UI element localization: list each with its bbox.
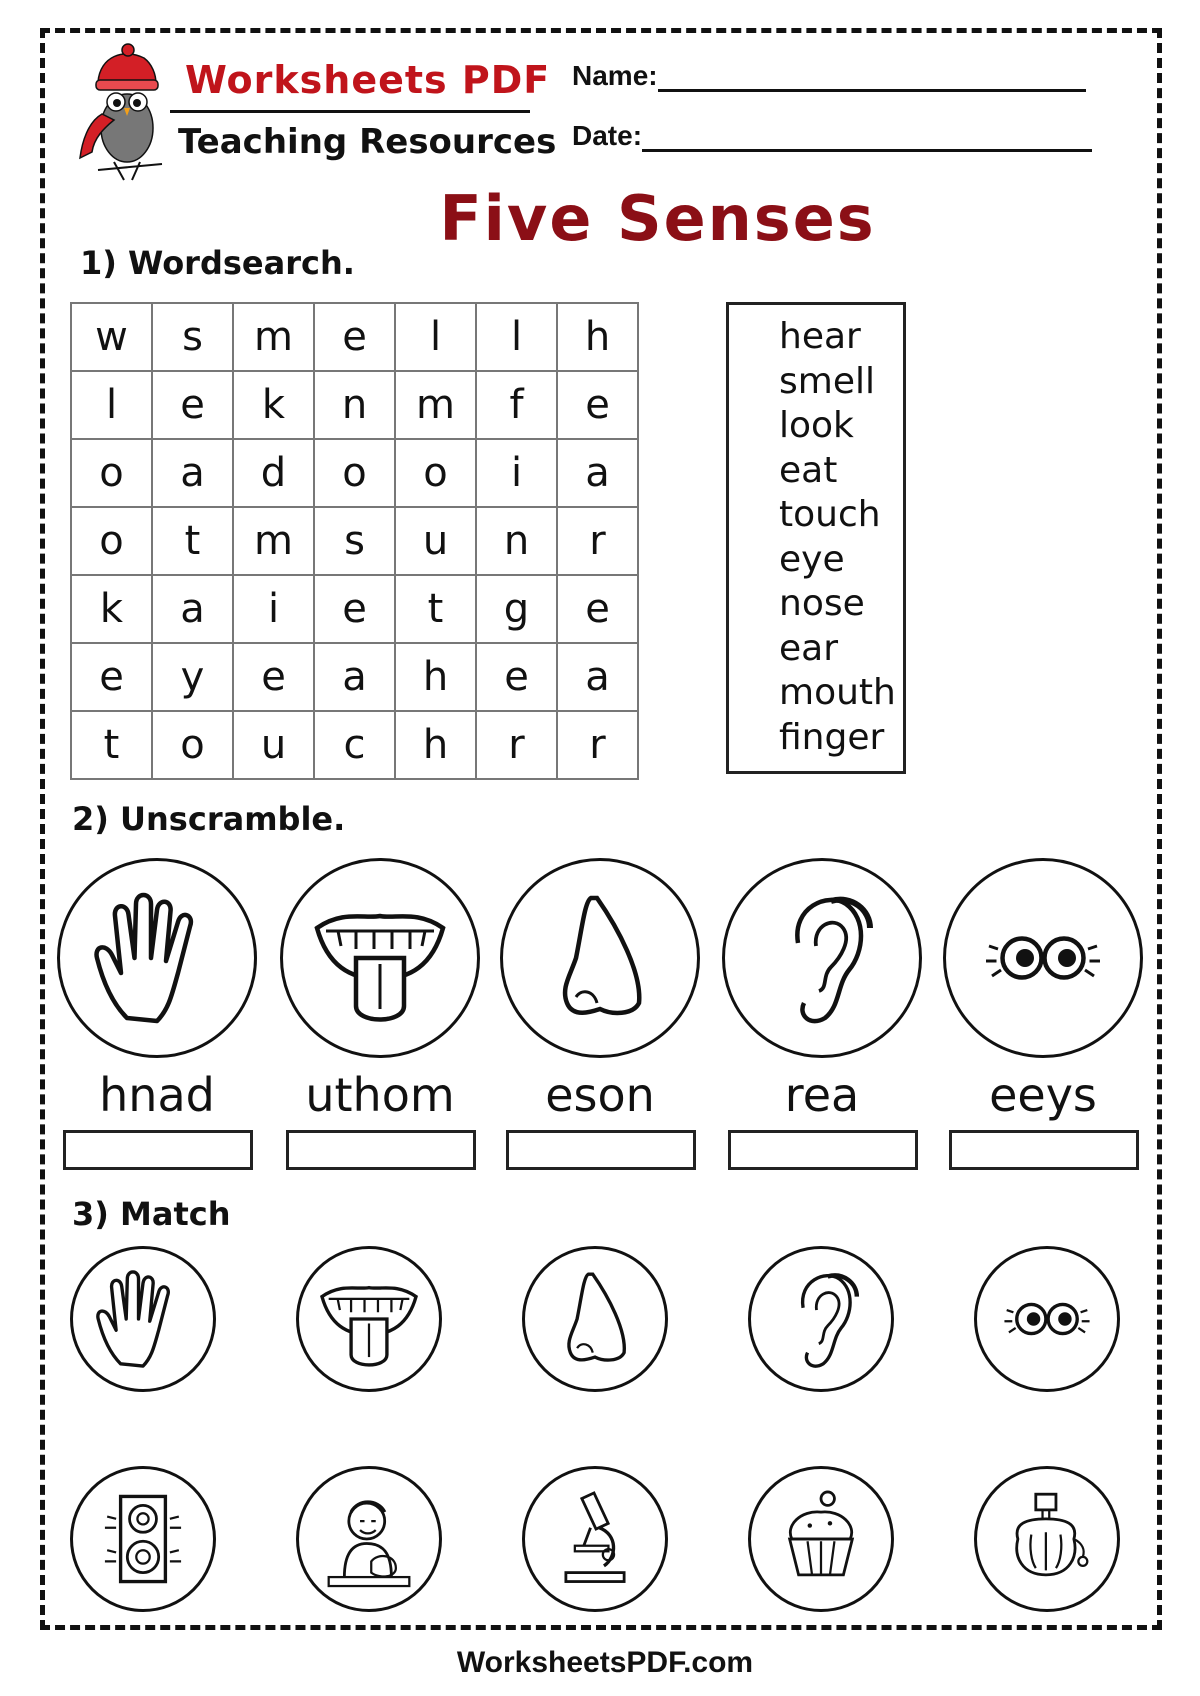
grid-cell[interactable]: a — [152, 439, 233, 507]
grid-row — [71, 439, 638, 507]
grid-cell[interactable]: r — [476, 711, 557, 779]
grid-cell[interactable]: e — [314, 303, 395, 371]
grid-cell[interactable]: y — [152, 643, 233, 711]
wordsearch-grid — [70, 302, 639, 780]
speaker-icon — [87, 1483, 199, 1595]
mouth-icon — [305, 883, 455, 1033]
word-list-item: look — [779, 405, 854, 446]
word-list-item: touch — [779, 494, 881, 535]
word-list-item: eye — [779, 538, 845, 580]
grid-cell[interactable]: l — [395, 303, 476, 371]
unscramble-picture — [722, 858, 922, 1058]
match-picture[interactable] — [974, 1466, 1120, 1612]
grid-cell[interactable]: e — [314, 575, 395, 643]
grid-cell[interactable]: w — [71, 303, 152, 371]
grid-cell[interactable]: m — [395, 371, 476, 439]
owl-logo-icon — [78, 42, 178, 192]
match-picture[interactable] — [748, 1466, 894, 1612]
grid-row — [71, 507, 638, 575]
match-picture[interactable] — [974, 1246, 1120, 1392]
match-heading: 3) Match — [72, 1195, 231, 1233]
answer-box[interactable] — [506, 1130, 696, 1170]
grid-cell[interactable]: h — [395, 711, 476, 779]
hand-icon — [87, 1263, 199, 1375]
footer-url: WorksheetsPDF.com — [456, 1646, 754, 1679]
microscope-icon — [539, 1483, 651, 1595]
match-picture[interactable] — [748, 1246, 894, 1392]
unscramble-heading: 2) Unscramble. — [72, 800, 346, 838]
match-picture[interactable] — [522, 1466, 668, 1612]
answer-box[interactable] — [286, 1130, 476, 1170]
grid-cell[interactable]: e — [152, 371, 233, 439]
date-line[interactable] — [642, 127, 1092, 152]
child-with-cat-icon — [313, 1483, 425, 1595]
grid-row — [71, 371, 638, 439]
match-picture[interactable] — [522, 1246, 668, 1392]
grid-cell[interactable]: f — [476, 371, 557, 439]
answer-box[interactable] — [949, 1130, 1139, 1170]
word-list-item: ear — [779, 627, 839, 669]
ear-icon — [747, 883, 897, 1033]
wordsearch-heading: 1) Wordsearch. — [80, 244, 355, 282]
eyes-icon — [968, 883, 1118, 1033]
grid-cell[interactable]: t — [395, 575, 476, 643]
grid-cell[interactable]: o — [71, 439, 152, 507]
word-list-item: hear — [779, 316, 861, 357]
ear-icon — [765, 1263, 877, 1375]
match-picture[interactable] — [70, 1466, 216, 1612]
cupcake-icon — [765, 1483, 877, 1595]
grid-cell[interactable]: e — [233, 643, 314, 711]
grid-cell[interactable]: a — [314, 643, 395, 711]
grid-row — [71, 303, 638, 371]
perfume-bottle-icon — [991, 1483, 1103, 1595]
grid-cell[interactable]: a — [152, 575, 233, 643]
grid-cell[interactable]: a — [557, 439, 638, 507]
grid-cell[interactable]: u — [395, 507, 476, 575]
grid-cell[interactable]: a — [557, 643, 638, 711]
grid-cell[interactable]: m — [233, 303, 314, 371]
page-title: Five Senses — [439, 182, 876, 255]
brand-title: Worksheets PDF — [185, 58, 551, 102]
word-list-item: eat — [779, 449, 838, 491]
match-picture[interactable] — [296, 1466, 442, 1612]
grid-cell[interactable]: s — [152, 303, 233, 371]
hand-icon — [82, 883, 232, 1033]
grid-cell[interactable]: i — [476, 439, 557, 507]
date-field[interactable] — [572, 120, 1092, 152]
nose-icon — [539, 1263, 651, 1375]
grid-cell[interactable]: e — [557, 371, 638, 439]
grid-row — [71, 575, 638, 643]
name-label: Name: — [572, 60, 658, 91]
nose-icon — [525, 883, 675, 1033]
unscramble-picture — [500, 858, 700, 1058]
grid-cell[interactable]: r — [557, 507, 638, 575]
word-list-item: mouth — [779, 672, 896, 713]
grid-cell[interactable]: e — [476, 643, 557, 711]
grid-cell[interactable]: h — [395, 643, 476, 711]
grid-cell[interactable]: o — [71, 507, 152, 575]
grid-cell[interactable]: c — [314, 711, 395, 779]
grid-cell[interactable]: o — [152, 711, 233, 779]
date-label: Date: — [572, 120, 643, 151]
scrambled-word: eeys — [989, 1068, 1097, 1122]
answer-box[interactable] — [63, 1130, 253, 1170]
grid-cell[interactable]: g — [476, 575, 557, 643]
scrambled-word: eson — [545, 1068, 655, 1122]
grid-cell[interactable]: r — [557, 711, 638, 779]
grid-cell[interactable]: e — [71, 643, 152, 711]
grid-cell[interactable]: u — [233, 711, 314, 779]
grid-cell[interactable]: m — [233, 507, 314, 575]
grid-row — [71, 711, 638, 779]
unscramble-picture — [280, 858, 480, 1058]
name-field[interactable] — [572, 60, 1086, 92]
word-list-item: nose — [779, 583, 865, 624]
grid-cell[interactable]: e — [557, 575, 638, 643]
scrambled-word: hnad — [99, 1068, 215, 1122]
unscramble-picture — [943, 858, 1143, 1058]
grid-cell[interactable]: i — [233, 575, 314, 643]
match-picture[interactable] — [70, 1246, 216, 1392]
mouth-icon — [313, 1263, 425, 1375]
brand-subtitle: Teaching Resources — [178, 122, 557, 162]
word-list — [726, 302, 906, 774]
match-picture[interactable] — [296, 1246, 442, 1392]
grid-cell[interactable]: l — [71, 371, 152, 439]
grid-cell[interactable]: l — [476, 303, 557, 371]
grid-cell[interactable]: t — [152, 507, 233, 575]
brand-divider — [170, 110, 530, 113]
grid-cell[interactable]: d — [233, 439, 314, 507]
grid-cell[interactable]: n — [476, 507, 557, 575]
name-line[interactable] — [658, 67, 1086, 92]
grid-cell[interactable]: h — [557, 303, 638, 371]
answer-box[interactable] — [728, 1130, 918, 1170]
word-list-item: smell — [779, 360, 875, 402]
grid-cell[interactable]: t — [71, 711, 152, 779]
grid-cell[interactable]: s — [314, 507, 395, 575]
unscramble-picture — [57, 858, 257, 1058]
grid-row — [71, 643, 638, 711]
grid-cell[interactable]: o — [395, 439, 476, 507]
grid-cell[interactable]: o — [314, 439, 395, 507]
scrambled-word: rea — [784, 1068, 860, 1122]
scrambled-word: uthom — [305, 1068, 455, 1122]
grid-cell[interactable]: k — [233, 371, 314, 439]
grid-cell[interactable]: n — [314, 371, 395, 439]
grid-cell[interactable]: k — [71, 575, 152, 643]
eyes-icon — [991, 1263, 1103, 1375]
word-list-item: finger — [779, 716, 885, 758]
